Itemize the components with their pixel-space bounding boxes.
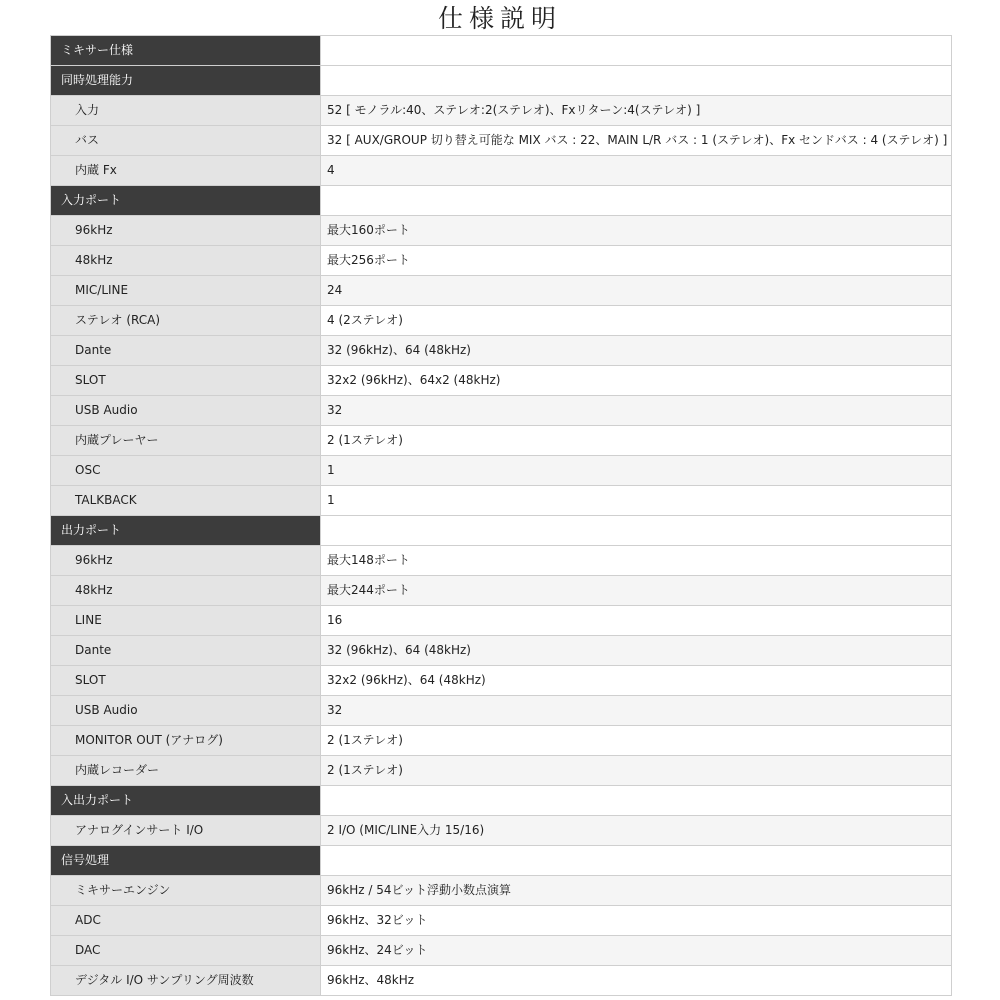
spec-label: USB Audio <box>51 696 320 725</box>
spec-row <box>51 306 951 336</box>
spec-value: 最大256ポート <box>320 246 951 275</box>
spec-table <box>50 35 952 996</box>
section-header-value <box>320 846 951 875</box>
spec-value: 最大148ポート <box>320 546 951 575</box>
spec-label: ミキサーエンジン <box>51 876 320 905</box>
section-header-value <box>320 516 951 545</box>
section-header-label: 同時処理能力 <box>51 66 320 95</box>
spec-value: 2 I/O (MIC/LINE入力 15/16) <box>320 816 951 845</box>
spec-row <box>51 756 951 786</box>
spec-row <box>51 156 951 186</box>
spec-label: 内蔵レコーダー <box>51 756 320 785</box>
section-header-label: 入力ポート <box>51 186 320 215</box>
spec-value: 96kHz、24ビット <box>320 936 951 965</box>
section-header-label: 入出力ポート <box>51 786 320 815</box>
spec-label: MIC/LINE <box>51 276 320 305</box>
spec-value: 32 <box>320 396 951 425</box>
spec-label: 96kHz <box>51 546 320 575</box>
section-header-row <box>51 36 951 66</box>
section-header-value <box>320 36 951 65</box>
spec-value: 1 <box>320 486 951 515</box>
spec-row <box>51 486 951 516</box>
spec-row <box>51 126 951 156</box>
spec-row <box>51 666 951 696</box>
spec-label: 48kHz <box>51 576 320 605</box>
spec-row <box>51 816 951 846</box>
spec-row <box>51 696 951 726</box>
spec-value: 2 (1ステレオ) <box>320 726 951 755</box>
spec-value: 96kHz / 54ビット浮動小数点演算 <box>320 876 951 905</box>
spec-label: 入力 <box>51 96 320 125</box>
spec-label: 96kHz <box>51 216 320 245</box>
spec-label: USB Audio <box>51 396 320 425</box>
spec-row <box>51 606 951 636</box>
section-header-row <box>51 846 951 876</box>
spec-value: 96kHz、32ビット <box>320 906 951 935</box>
section-header-label: ミキサー仕様 <box>51 36 320 65</box>
spec-value: 32 (96kHz)、64 (48kHz) <box>320 636 951 665</box>
spec-row <box>51 456 951 486</box>
spec-row <box>51 246 951 276</box>
section-header-row <box>51 786 951 816</box>
spec-value: 最大160ポート <box>320 216 951 245</box>
spec-label: LINE <box>51 606 320 635</box>
spec-label: TALKBACK <box>51 486 320 515</box>
section-header-row <box>51 186 951 216</box>
spec-label: SLOT <box>51 666 320 695</box>
spec-value: 52 [ モノラル:40、ステレオ:2(ステレオ)、Fxリターン:4(ステレオ) ] <box>320 96 951 125</box>
spec-row <box>51 726 951 756</box>
spec-label: OSC <box>51 456 320 485</box>
spec-label: MONITOR OUT (アナログ) <box>51 726 320 755</box>
spec-value: 32 <box>320 696 951 725</box>
spec-row <box>51 876 951 906</box>
spec-value: 32 (96kHz)、64 (48kHz) <box>320 336 951 365</box>
spec-row <box>51 906 951 936</box>
page-title: 仕様説明 <box>437 4 562 33</box>
spec-row <box>51 396 951 426</box>
section-header-value <box>320 786 951 815</box>
spec-value: 32x2 (96kHz)、64x2 (48kHz) <box>320 366 951 395</box>
section-header-row <box>51 66 951 96</box>
spec-value: 4 (2ステレオ) <box>320 306 951 335</box>
section-header-row <box>51 516 951 546</box>
spec-label: ステレオ (RCA) <box>51 306 320 335</box>
spec-row <box>51 276 951 306</box>
spec-value: 96kHz、48kHz <box>320 966 951 995</box>
spec-label: 48kHz <box>51 246 320 275</box>
spec-row <box>51 96 951 126</box>
spec-label: Dante <box>51 336 320 365</box>
spec-value: 4 <box>320 156 951 185</box>
spec-label: デジタル I/O サンプリング周波数 <box>51 966 320 995</box>
section-header-value <box>320 66 951 95</box>
spec-row <box>51 576 951 606</box>
spec-row <box>51 366 951 396</box>
spec-row <box>51 546 951 576</box>
spec-label: 内蔵 Fx <box>51 156 320 185</box>
spec-label: 内蔵プレーヤー <box>51 426 320 455</box>
spec-row <box>51 966 951 996</box>
spec-label: ADC <box>51 906 320 935</box>
section-header-value <box>320 186 951 215</box>
spec-value: 最大244ポート <box>320 576 951 605</box>
spec-label: SLOT <box>51 366 320 395</box>
spec-row <box>51 216 951 246</box>
spec-label: アナログインサート I/O <box>51 816 320 845</box>
spec-value: 32x2 (96kHz)、64 (48kHz) <box>320 666 951 695</box>
spec-label: Dante <box>51 636 320 665</box>
spec-value: 32 [ AUX/GROUP 切り替え可能な MIX バス : 22、MAIN L/R バス : 1 (ステレオ)、Fx センドバス : 4 (ステレオ) ] <box>320 126 951 155</box>
section-header-label: 出力ポート <box>51 516 320 545</box>
spec-row <box>51 636 951 666</box>
spec-label: バス <box>51 126 320 155</box>
spec-value: 16 <box>320 606 951 635</box>
spec-value: 2 (1ステレオ) <box>320 426 951 455</box>
spec-row <box>51 336 951 366</box>
spec-value: 1 <box>320 456 951 485</box>
section-header-label: 信号処理 <box>51 846 320 875</box>
spec-label: DAC <box>51 936 320 965</box>
spec-row <box>51 426 951 456</box>
spec-value: 24 <box>320 276 951 305</box>
spec-row <box>51 936 951 966</box>
spec-value: 2 (1ステレオ) <box>320 756 951 785</box>
